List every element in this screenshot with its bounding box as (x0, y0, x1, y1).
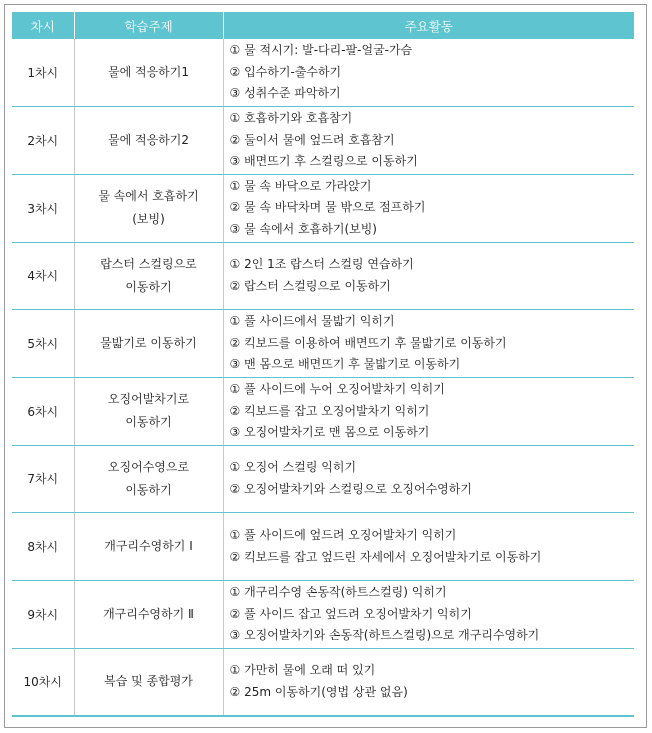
activity-item: ① 풀 사이드에 누어 오징어발차기 익히기 (229, 382, 445, 397)
topic-cell (74, 513, 223, 581)
topic-cell (74, 242, 223, 310)
topic-line: 이동하기 (125, 482, 172, 497)
activity-item: ② 오징어발차기와 스컬링으로 오징어수영하기 (229, 481, 472, 496)
activity-item: ② 입수하기-출수하기 (229, 64, 342, 79)
topic-cell (74, 648, 223, 716)
activities-cell (223, 513, 634, 581)
header-session: 차시 (12, 12, 74, 39)
topic-cell (74, 107, 223, 175)
topic-line: 물에 적응하기1 (107, 65, 189, 80)
activity-item: ② 랍스터 스컬링으로 이동하기 (229, 278, 391, 293)
table-row (12, 310, 634, 378)
session-cell: 10차시 (12, 648, 74, 716)
topic-line: 이동하기 (125, 279, 172, 294)
activity-item: ① 개구리수영 손동작(하트스컬링) 익히기 (229, 585, 447, 600)
activity-item: ② 풀 사이드 잡고 엎드려 오징어발차기 익히기 (229, 606, 472, 621)
activity-item: ② 킥보드를 잡고 오징어발차기 익히기 (229, 403, 430, 418)
activity-item: ② 킥보드를 잡고 엎드린 자세에서 오징어발차기로 이동하기 (229, 549, 542, 564)
session-cell: 5차시 (12, 310, 74, 378)
table-row (12, 39, 634, 107)
table-row (12, 513, 634, 581)
activity-item: ③ 오징어발차기와 손동작(하트스컬링)으로 개구리수영하기 (229, 628, 540, 643)
table-row (12, 445, 634, 513)
activity-item: ③ 배면뜨기 후 스컬링으로 이동하기 (229, 154, 418, 169)
activities-cell (223, 377, 634, 445)
table-row (12, 174, 634, 242)
activity-item: ① 호흡하기와 호흡참기 (229, 111, 353, 126)
session-cell: 6차시 (12, 377, 74, 445)
activities-cell (223, 310, 634, 378)
table-row (12, 242, 634, 310)
activity-item: ① 오징어 스컬링 익히기 (229, 460, 357, 475)
session-cell: 1차시 (12, 39, 74, 107)
session-cell: 8차시 (12, 513, 74, 581)
activities-cell (223, 648, 634, 716)
topic-cell (74, 174, 223, 242)
topic-cell (74, 39, 223, 107)
table-row (12, 648, 634, 716)
topic-cell (74, 581, 223, 649)
table-row (12, 107, 634, 175)
topic-line: (보빙) (132, 212, 165, 227)
activity-item: ③ 물 속에서 호흡하기(보빙) (229, 221, 377, 236)
table-body (12, 39, 634, 716)
topic-line: 복습 및 종합평가 (104, 674, 193, 689)
topic-line: 오징어수영으로 (107, 459, 190, 474)
activity-item: ③ 오징어발차기로 맨 몸으로 이동하기 (229, 425, 430, 440)
header-activities: 주요활동 (223, 12, 634, 39)
session-cell: 9차시 (12, 581, 74, 649)
topic-line: 물밟기로 이동하기 (100, 336, 197, 351)
activities-cell (223, 174, 634, 242)
activities-cell (223, 107, 634, 175)
topic-line: 오징어발차기로 (107, 392, 190, 407)
activity-item: ② 25m 이동하기(영법 상관 없음) (229, 684, 408, 699)
activities-cell (223, 242, 634, 310)
lesson-plan-table (12, 12, 634, 717)
activities-cell (223, 445, 634, 513)
activity-item: ① 풀 사이드에 엎드려 오징어발차기 익히기 (229, 528, 457, 543)
topic-line: 물에 적응하기2 (107, 133, 189, 148)
header-topic: 학습주제 (74, 12, 223, 39)
activity-item: ③ 맨 몸으로 배면뜨기 후 물밟기로 이동하기 (229, 357, 461, 372)
activity-item: ① 물 적시기: 발-다리-팔-얼굴-가슴 (229, 43, 413, 58)
session-cell: 2차시 (12, 107, 74, 175)
session-cell: 7차시 (12, 445, 74, 513)
topic-line: 개구리수영하기 Ⅱ (103, 606, 194, 621)
activities-cell (223, 581, 634, 649)
topic-line: 랍스터 스컬링으로 (100, 256, 197, 271)
activity-item: ② 둘이서 물에 엎드려 호흡참기 (229, 132, 395, 147)
activity-item: ① 가만히 물에 오래 떠 있기 (229, 663, 376, 678)
topic-cell (74, 445, 223, 513)
table-header-row (12, 12, 634, 39)
table-row (12, 581, 634, 649)
activity-item: ① 물 속 바닥으로 가라앉기 (229, 178, 372, 193)
table-row (12, 377, 634, 445)
session-cell: 3차시 (12, 174, 74, 242)
activity-item: ① 풀 사이드에서 물밟기 익히기 (229, 314, 395, 329)
topic-cell (74, 377, 223, 445)
session-cell: 4차시 (12, 242, 74, 310)
activity-item: ② 물 속 바닥차며 물 밖으로 점프하기 (229, 200, 426, 215)
activity-item: ③ 성취수준 파악하기 (229, 86, 341, 101)
topic-line: 이동하기 (125, 415, 172, 430)
topic-cell (74, 310, 223, 378)
topic-line: 물 속에서 호흡하기 (98, 189, 199, 204)
activity-item: ① 2인 1조 랍스터 스컬링 연습하기 (229, 257, 414, 272)
activities-cell (223, 39, 634, 107)
activity-item: ② 킥보드를 이용하여 배면뜨기 후 물밟기로 이동하기 (229, 335, 507, 350)
topic-line: 개구리수영하기 Ⅰ (104, 539, 193, 554)
